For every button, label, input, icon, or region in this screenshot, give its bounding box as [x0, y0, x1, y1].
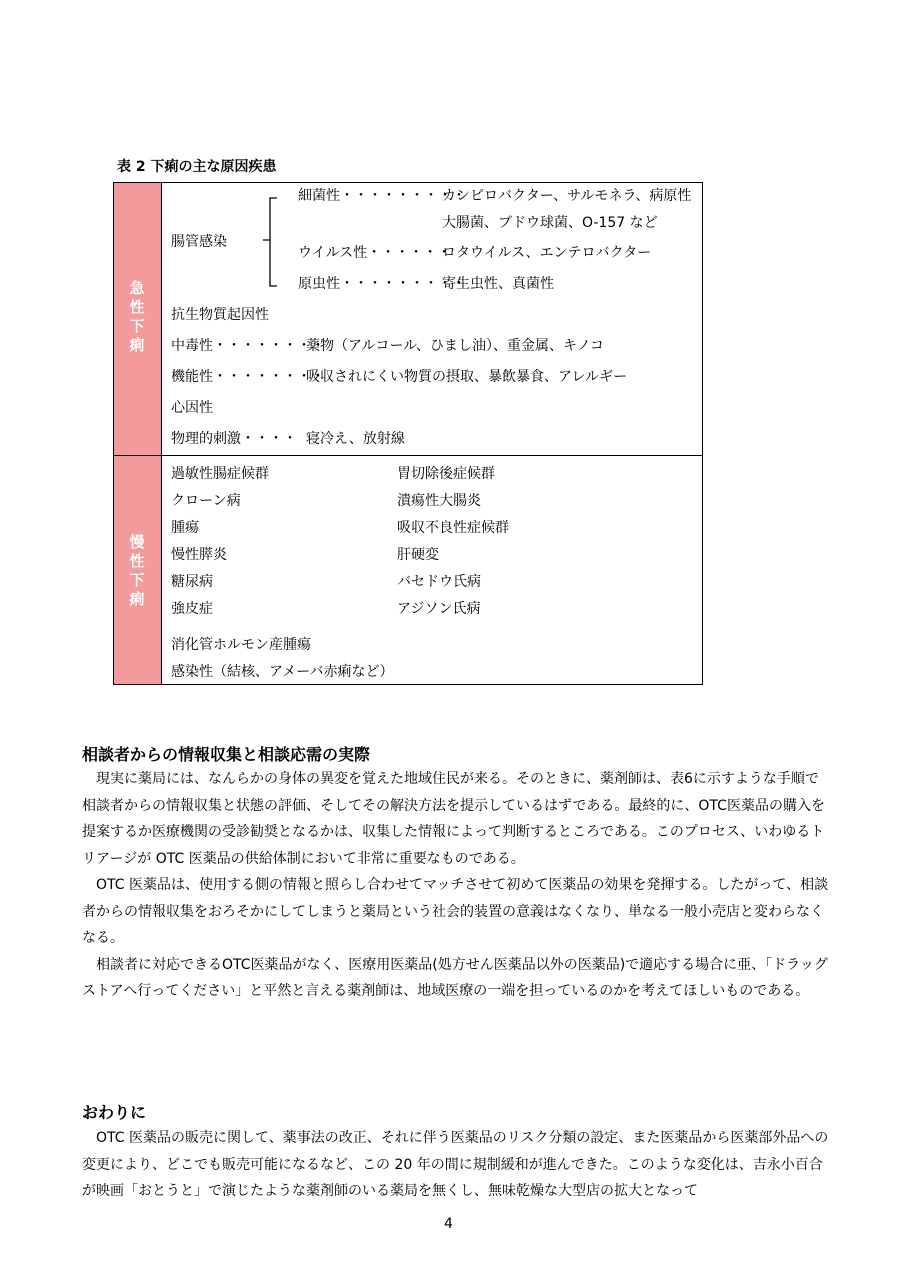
physical-label: 物理的刺激・・・・: [171, 431, 297, 447]
paragraph: 現実に薬局には、なんらかの身体の異変を覚えた地域住民が来る。そのときに、薬剤師は、表6に示すような手順で相談者からの情報収集と状態の評価、そしてその解決方法を提示しているはずである。最終的に、OTC医薬品の購入を提案するか医療機関の受診勧奨となるかは、収集した情報によって判断するところである。このプロセス、いわゆるトリアージが OTC 医薬品の供給体制において非常に重要なものである。: [82, 771, 825, 867]
section-body: [82, 1125, 832, 1205]
chronic-item: 感染性（結核、アメーバ赤痢など）: [171, 664, 394, 680]
paragraph: 相談者に対応できるOTC医薬品がなく、医療用医薬品(処方せん医薬品以外の医薬品)で適応する場合に亜、「ドラッグストアへ行ってください」と平然と言える薬剤師は、地域医療の一端を担っているのかを考えてほしいものである。: [82, 956, 828, 999]
chronic-label: 慢 性 下 痢: [129, 533, 145, 608]
section-body: [82, 766, 832, 1005]
psychogenic-label: 心因性: [171, 400, 213, 416]
paragraph: OTC 医薬品の販売に関して、薬事法の改正、それに伴う医薬品のリスク分類の設定、また医薬品から医薬部外品への変更により、どこでも販売可能になるなど、この 20 年の間に規制緩和が進んできた。このような変化は、吉永小百合が映画「おとうと」で演じたような薬剤師のいる薬局を無くし、無味乾燥な大型店の拡大となって: [82, 1130, 829, 1199]
functional-label: 機能性・・・・・・・・: [171, 369, 325, 385]
protozoal-examples: 寄生虫性、真菌性: [442, 276, 554, 292]
physical-examples: 寝冷え、放射線: [306, 431, 405, 447]
chronic-item: 消化管ホルモン産腫瘍: [171, 637, 311, 653]
chronic-item: 慢性膵炎: [171, 547, 227, 563]
chronic-item: アジソン氏病: [397, 601, 481, 617]
brace-icon: [262, 197, 278, 287]
section-heading: 相談者からの情報収集と相談応需の実際: [82, 745, 371, 764]
toxic-label: 中毒性・・・・・・・・: [171, 338, 325, 354]
chronic-item: 肝硬変: [397, 547, 439, 563]
bacterial-label: 細菌性・・・・・・・・・: [298, 188, 466, 204]
toxic-examples: 薬物（アルコール、ひまし油）、重金属、キノコ: [306, 338, 605, 354]
page-number: 4: [444, 1216, 453, 1232]
antibiotic-label: 抗生物質起因性: [171, 307, 269, 323]
cause-table: [113, 182, 703, 685]
acute-label: 急 性 下 痢: [129, 279, 145, 354]
chronic-item: 腫瘍: [171, 520, 199, 536]
viral-examples: ロタウイルス、エンテロバクター: [442, 245, 652, 261]
chronic-item: バセドウ氏病: [397, 574, 481, 590]
chronic-item: 吸収不良性症候群: [397, 520, 509, 536]
chronic-item: 胃切除後症候群: [397, 466, 495, 482]
chronic-item: クローン病: [171, 493, 241, 509]
functional-examples: 吸収されにくい物質の摂取、暴飲暴食、アレルギー: [306, 369, 628, 385]
section-heading: おわりに: [82, 1103, 147, 1122]
bacterial-examples-2: 大腸菌、ブドウ球菌、O-157 など: [442, 215, 658, 231]
chronic-item: 強皮症: [171, 601, 213, 617]
paragraph: OTC 医薬品は、使用する側の情報と照らし合わせてマッチさせて初めて医薬品の効果を発揮する。したがって、相談者からの情報収集をおろそかにしてしまうと薬局という社会的装置の意義はなくなり、単なる一般小売店と変わらなくなる。: [82, 877, 829, 946]
chronic-item: 過敏性腸症候群: [171, 466, 269, 482]
infection-label: 腸管感染: [171, 234, 227, 250]
protozoal-label: 原虫性・・・・・・・・・: [298, 276, 466, 292]
bacterial-examples-1: カンピロバクター、サルモネラ、病原性: [442, 188, 692, 204]
chronic-item: 潰瘍性大腸炎: [397, 493, 481, 509]
table-divider: [114, 455, 702, 456]
viral-label: ウイルス性・・・・・・: [298, 245, 452, 261]
table-caption: 表 2 下痢の主な原因疾患: [117, 159, 277, 175]
chronic-item: 糖尿病: [171, 574, 213, 590]
